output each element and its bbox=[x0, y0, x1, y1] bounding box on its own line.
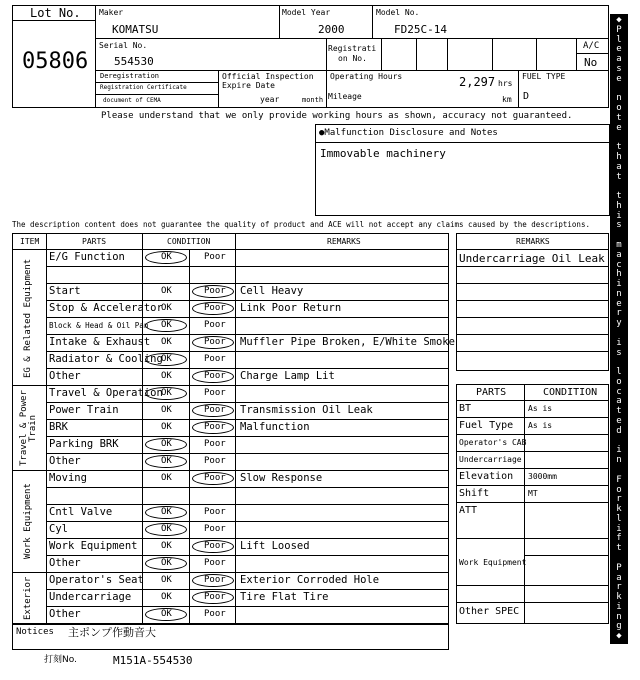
registration-label-1: Registrati bbox=[328, 44, 377, 53]
condition-poor: Poor bbox=[204, 320, 226, 330]
condition-circle bbox=[192, 370, 234, 383]
condition-ok: OK bbox=[161, 405, 172, 415]
remark-text: Link Poor Return bbox=[240, 302, 342, 314]
spec-part: Undercarriage bbox=[459, 455, 522, 464]
condition-ok: OK bbox=[161, 541, 172, 551]
spec-part: Fuel Type bbox=[459, 420, 514, 431]
condition-circle bbox=[192, 421, 234, 434]
condition-ok: OK bbox=[161, 320, 172, 330]
condition-poor: Poor bbox=[204, 405, 226, 415]
remark-text: Charge Lamp Lit bbox=[240, 370, 335, 382]
part-name: Undercarriage bbox=[49, 591, 132, 603]
spec-parts-header: PARTS bbox=[476, 387, 507, 398]
part-name: Parking BRK bbox=[49, 438, 119, 450]
condition-circle bbox=[192, 472, 234, 485]
model-no-value: FD25C-14 bbox=[394, 23, 447, 36]
model-year-label: Model Year bbox=[282, 8, 331, 17]
condition-poor: Poor bbox=[204, 388, 226, 398]
part-name: Other bbox=[49, 608, 81, 620]
remark-text: Slow Response bbox=[240, 472, 323, 484]
serial-value: 554530 bbox=[114, 55, 154, 68]
right-remarks-first: Undercarriage Oil Leak bbox=[459, 252, 605, 265]
group-travel-power-train: Travel & Power Train bbox=[19, 390, 38, 466]
condition-ok: OK bbox=[161, 439, 172, 449]
condition-poor: Poor bbox=[204, 286, 226, 296]
condition-poor: Poor bbox=[204, 371, 226, 381]
operating-hours-value: 2,297 bbox=[459, 75, 496, 89]
condition-ok: OK bbox=[161, 473, 172, 483]
condition-circle bbox=[192, 591, 234, 604]
model-no-label: Model No. bbox=[376, 8, 420, 17]
condition-ok: OK bbox=[161, 456, 172, 466]
condition-poor: Poor bbox=[204, 558, 226, 568]
condition-ok: OK bbox=[161, 524, 172, 534]
condition-poor: Poor bbox=[204, 303, 226, 313]
condition-poor: Poor bbox=[204, 439, 226, 449]
maker-label: Maker bbox=[99, 8, 124, 17]
condition-poor: Poor bbox=[204, 524, 226, 534]
year-label: year bbox=[260, 95, 280, 104]
condition-ok: OK bbox=[161, 422, 172, 432]
stamp-label: 打刻No. bbox=[44, 655, 77, 665]
stamp-number: M151A-554530 bbox=[113, 654, 193, 667]
condition-circle bbox=[145, 319, 187, 332]
lot-label: Lot No. bbox=[30, 6, 81, 20]
condition-poor: Poor bbox=[204, 592, 226, 602]
header-block bbox=[12, 5, 609, 108]
condition-circle bbox=[145, 455, 187, 468]
hrs-unit: hrs bbox=[498, 79, 513, 88]
part-name: Moving bbox=[49, 472, 87, 484]
spec-part: BT bbox=[459, 403, 472, 414]
condition-poor: Poor bbox=[204, 252, 226, 262]
official-inspection-label: Official Inspection bbox=[222, 72, 314, 81]
condition-poor: Poor bbox=[204, 337, 226, 347]
item-header: ITEM bbox=[20, 237, 40, 246]
km-unit: km bbox=[502, 95, 512, 104]
remark-text: Malfunction bbox=[240, 421, 310, 433]
remark-text: Muffler Pipe Broken, E/White Smoke bbox=[240, 336, 455, 348]
condition-ok: OK bbox=[161, 507, 172, 517]
document-of-cema: document of CEMA bbox=[103, 97, 161, 104]
part-name: BRK bbox=[49, 421, 68, 433]
condition-circle bbox=[192, 336, 234, 349]
serial-label: Serial No. bbox=[99, 41, 148, 50]
part-name: Start bbox=[49, 285, 81, 297]
spec-other-spec: Other SPEC bbox=[459, 606, 520, 617]
part-name: Work Equipment bbox=[49, 540, 138, 552]
remarks-header: REMARKS bbox=[327, 237, 361, 246]
condition-circle bbox=[145, 251, 187, 264]
fuel-type-label: FUEL TYPE bbox=[522, 72, 566, 81]
part-name: Travel & Operation bbox=[49, 387, 163, 399]
condition-circle bbox=[192, 574, 234, 587]
condition-poor: Poor bbox=[204, 575, 226, 585]
model-year-value: 2000 bbox=[318, 23, 345, 36]
maker-value: KOMATSU bbox=[112, 23, 159, 36]
disclaimer: The description content does not guarantee the quality of product and ACE will not accept any claims caused by the descriptions. bbox=[12, 220, 590, 229]
condition-header: CONDITION bbox=[167, 237, 211, 246]
spec-value: As is bbox=[528, 404, 553, 413]
condition-circle bbox=[192, 302, 234, 315]
condition-poor: Poor bbox=[204, 456, 226, 466]
spec-value: MT bbox=[528, 489, 538, 498]
remark-text: Tire Flat Tire bbox=[240, 591, 329, 603]
condition-poor: Poor bbox=[204, 541, 226, 551]
deregistration-label: Deregistration bbox=[100, 72, 160, 80]
part-name: Power Train bbox=[49, 404, 119, 416]
condition-circle bbox=[145, 353, 187, 366]
spec-value: As is bbox=[528, 421, 553, 430]
condition-poor: Poor bbox=[204, 507, 226, 517]
condition-ok: OK bbox=[161, 303, 172, 313]
registration-certificate: Registration Certificate bbox=[100, 84, 187, 91]
part-name: Radiator & Cooling bbox=[49, 353, 163, 365]
condition-circle bbox=[192, 540, 234, 553]
remark-text: Cell Heavy bbox=[240, 285, 304, 297]
part-name: Intake & Exhaust bbox=[49, 336, 151, 348]
part-name: Operator's Seat bbox=[49, 574, 144, 586]
condition-poor: Poor bbox=[204, 609, 226, 619]
spec-work-equipment: Work Equipment bbox=[459, 558, 527, 567]
spec-part: Shift bbox=[459, 488, 490, 499]
part-name: Other bbox=[49, 455, 81, 467]
condition-ok: OK bbox=[161, 575, 172, 585]
condition-ok: OK bbox=[161, 286, 172, 296]
condition-ok: OK bbox=[161, 388, 172, 398]
spec-condition-header: CONDITION bbox=[543, 387, 598, 398]
part-name: Stop & Accelerator bbox=[49, 302, 163, 314]
mileage-label: Mileage bbox=[328, 92, 362, 101]
lot-number: 05806 bbox=[22, 49, 89, 74]
ac-label: A/C bbox=[583, 41, 600, 51]
spec-part: ATT bbox=[459, 505, 478, 516]
condition-ok: OK bbox=[161, 337, 172, 347]
condition-ok: OK bbox=[161, 371, 172, 381]
spec-part: Operator's CAB bbox=[459, 438, 527, 447]
remark-text: Transmission Oil Leak bbox=[240, 404, 373, 416]
condition-circle bbox=[192, 404, 234, 417]
remark-text: Lift Loosed bbox=[240, 540, 310, 552]
condition-circle bbox=[145, 438, 187, 451]
group-eg-related-equipment: EG & Related Equipment bbox=[23, 258, 33, 378]
expire-date-label: Expire Date bbox=[222, 81, 275, 90]
fuel-type-value: D bbox=[523, 91, 530, 102]
ac-value: No bbox=[584, 56, 598, 69]
spec-value: 3000mm bbox=[528, 472, 557, 481]
condition-circle bbox=[145, 523, 187, 536]
operating-hours-label: Operating Hours bbox=[330, 72, 403, 81]
condition-poor: Poor bbox=[204, 473, 226, 483]
notices-label: Notices bbox=[16, 627, 54, 637]
condition-poor: Poor bbox=[204, 422, 226, 432]
group-work-equipment: Work Equipment bbox=[23, 483, 33, 559]
condition-circle bbox=[145, 608, 187, 621]
part-name: Cntl Valve bbox=[49, 506, 113, 518]
right-remarks-header: REMARKS bbox=[516, 237, 550, 246]
parts-header: PARTS bbox=[82, 237, 107, 246]
condition-ok: OK bbox=[161, 354, 172, 364]
malfunction-text: Immovable machinery bbox=[320, 147, 446, 160]
part-name: Other bbox=[49, 557, 81, 569]
notices-text: 主ポンプ作動音大 bbox=[68, 626, 156, 639]
condition-ok: OK bbox=[161, 609, 172, 619]
condition-ok: OK bbox=[161, 592, 172, 602]
condition-poor: Poor bbox=[204, 354, 226, 364]
spec-part: Elevation bbox=[459, 471, 514, 482]
registration-label-2: on No. bbox=[338, 54, 367, 63]
working-hours-notice: Please understand that we only provide working hours as shown, accuracy not guaranteed. bbox=[101, 111, 573, 121]
condition-circle bbox=[192, 285, 234, 298]
part-name: E/G Function bbox=[49, 251, 125, 263]
month-label: month bbox=[302, 96, 324, 104]
part-name: Cyl bbox=[49, 523, 68, 535]
condition-ok: OK bbox=[161, 252, 172, 262]
condition-circle bbox=[145, 387, 187, 400]
condition-circle bbox=[145, 557, 187, 570]
remark-text: Exterior Corroded Hole bbox=[240, 574, 380, 586]
part-name: Block & Head & Oil Pan bbox=[49, 321, 149, 330]
part-name: Other bbox=[49, 370, 81, 382]
condition-circle bbox=[145, 506, 187, 519]
malfunction-title: ●Malfunction Disclosure and Notes bbox=[319, 128, 498, 138]
condition-ok: OK bbox=[161, 558, 172, 568]
group-exterior: Exterior bbox=[23, 576, 33, 620]
side-notice-strip: ◆ P l e a s e n o t e t h a t t h i s m a c h i n e r y i s l o c a t e d i n F o r k l i f t P a r k i n g ◆ bbox=[610, 14, 628, 644]
